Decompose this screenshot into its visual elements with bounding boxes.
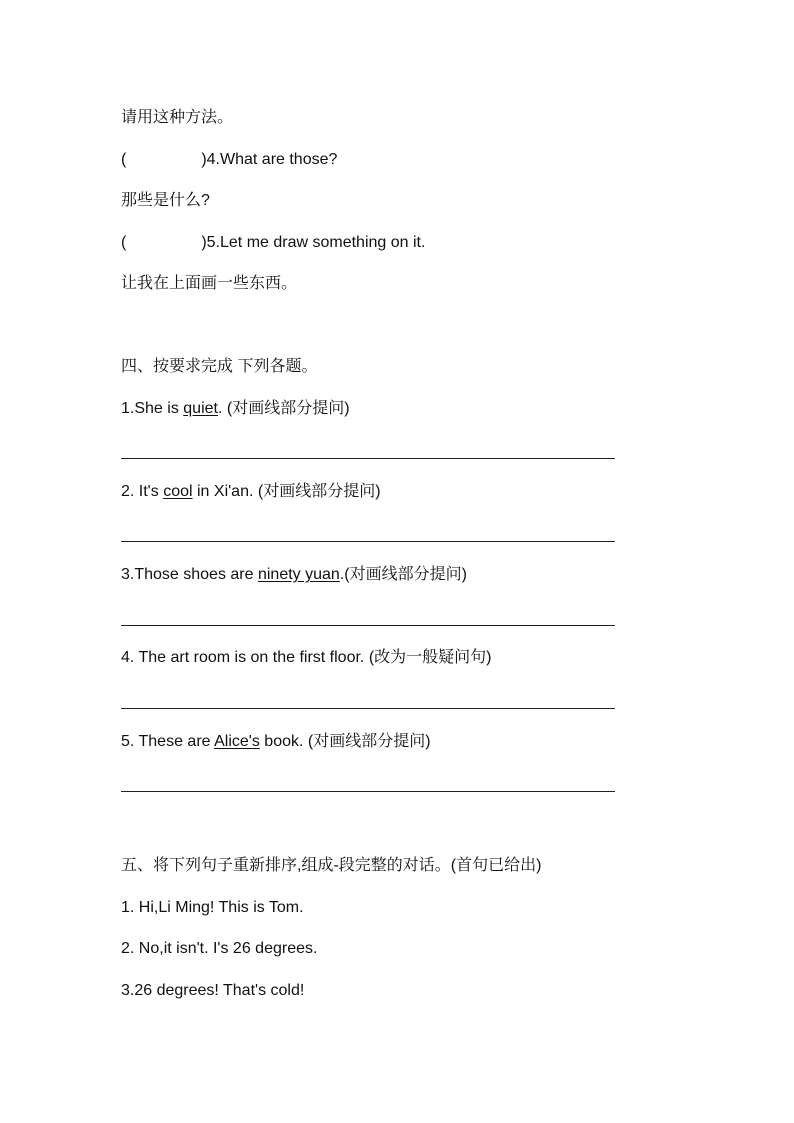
s4-question-3 [121, 565, 467, 585]
answer-open-paren: ( [121, 151, 127, 168]
question-suffix: . (对画线部分提问) [217, 400, 350, 417]
answer-close-paren: ) [201, 234, 207, 251]
answer-line-3[interactable] [121, 625, 615, 626]
s4-question-1 [121, 399, 350, 419]
instruction-text: 请用这种方法。 [121, 109, 234, 126]
answer-line-1[interactable] [121, 458, 615, 459]
question-text: 4.What are those? [206, 151, 338, 168]
question-suffix: .(对画线部分提问) [339, 566, 467, 583]
question-suffix: in Xi'an. (对画线部分提问) [192, 483, 381, 500]
section-5-heading: 五、将下列句子重新排序,组成-段完整的对话。(首句已给出) [121, 857, 542, 874]
question-4-translation: 那些是什么? [121, 192, 210, 209]
answer-open-paren: ( [121, 234, 127, 251]
underlined-part: quiet [183, 400, 218, 417]
s4-question-4: 4. The art room is on the first floor. (改为一般疑问句) [121, 649, 492, 666]
question-4 [121, 150, 337, 170]
section-4-heading: 四、按要求完成 下列各题。 [121, 358, 318, 375]
s4-question-5 [121, 732, 431, 752]
question-5 [121, 233, 425, 253]
question-prefix: 1.She is [121, 400, 184, 417]
answer-line-5[interactable] [121, 791, 615, 792]
answer-line-4[interactable] [121, 708, 615, 709]
s4-question-2 [121, 482, 381, 502]
answer-close-paren: ) [201, 151, 207, 168]
underlined-part: Alice's [214, 733, 260, 750]
dialogue-line-3: 3.26 degrees! That's cold! [121, 982, 305, 999]
question-prefix: 2. It's [121, 483, 164, 500]
question-text: 5.Let me draw something on it. [206, 234, 426, 251]
underlined-part: ninety yuan [257, 566, 340, 583]
underlined-part: cool [163, 483, 193, 500]
question-prefix: 3.Those shoes are [121, 566, 258, 583]
question-5-translation: 让我在上面画一些东西。 [121, 275, 298, 292]
question-suffix: book. (对画线部分提问) [259, 733, 431, 750]
dialogue-line-2: 2. No,it isn't. I's 26 degrees. [121, 940, 318, 957]
dialogue-line-1: 1. Hi,Li Ming! This is Tom. [121, 899, 304, 916]
answer-line-2[interactable] [121, 541, 615, 542]
question-prefix: 5. These are [121, 733, 215, 750]
